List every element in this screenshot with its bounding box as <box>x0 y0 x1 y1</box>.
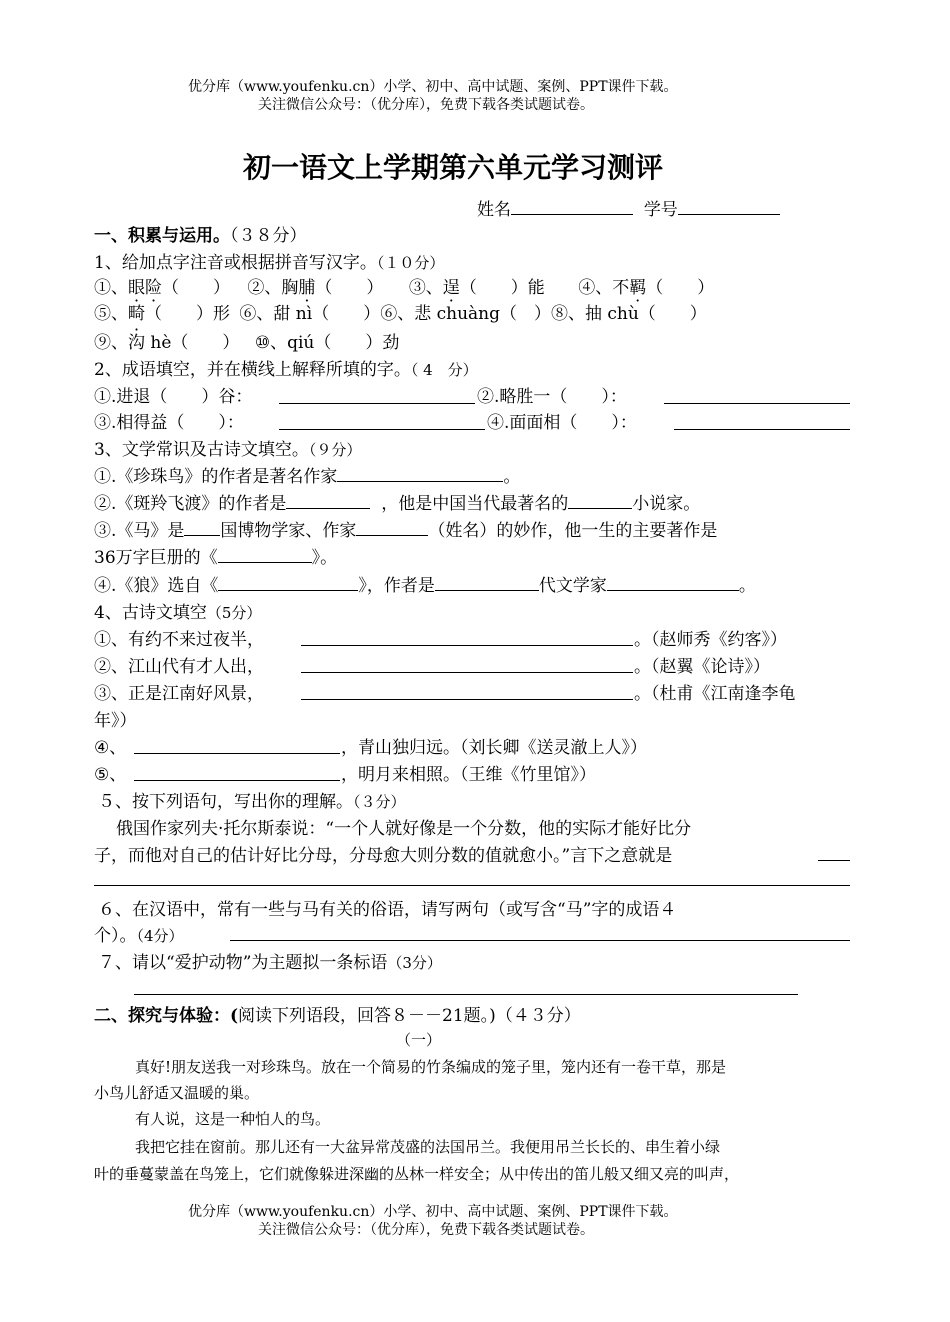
q1-item-5: ⑤、 <box>94 304 128 324</box>
name-blank[interactable] <box>511 196 633 215</box>
section1-heading-text: 一、积累与运用。 <box>94 226 230 246</box>
q5-title <box>98 787 406 812</box>
q1-items-6-8: ⑥、甜 nì（ ）⑥、悲 chuàng（ ）⑧、抽 chù（ ） <box>239 304 707 324</box>
q4-line-3: ③、正是江南好风景， <box>94 684 264 704</box>
q2-answer-line-2[interactable] <box>664 403 850 404</box>
name-label: 姓名 <box>477 200 511 220</box>
q3-blank[interactable] <box>337 463 503 482</box>
q1-blank[interactable]: （ ）能 <box>459 278 545 298</box>
q3-l5-mid2: 代文学家 <box>538 576 607 596</box>
header-line-2: 关注微信公众号：（优分库），免费下载各类试题试卷。 <box>258 97 594 113</box>
q1-item-10: ⑩、qiú（ ）劲 <box>254 333 400 353</box>
q7-title-text: ７、请以“爱护动物”为主题拟一条标语 <box>98 953 388 973</box>
q5-paragraph-2: 子，而他对自己的估计好比分母，分母愈大则分数的值就愈小。”言下之意就是 <box>94 846 673 866</box>
q4-answer-line-2[interactable] <box>301 672 633 673</box>
q3-line-5 <box>94 571 756 596</box>
q6-answer-line[interactable] <box>230 940 850 941</box>
q5-score: （３分） <box>353 793 406 811</box>
q1-blank[interactable]: （ ）形 <box>145 304 230 324</box>
q1-blank[interactable]: hè（ ） <box>145 333 240 353</box>
q3-blank[interactable] <box>607 572 739 591</box>
q1-item-3: ③、 <box>408 278 443 298</box>
section2-heading <box>94 1001 581 1026</box>
page-title: 初一语文上学期第六单元学习测评 <box>243 151 664 184</box>
q4-score: （5分） <box>206 604 262 622</box>
footer-line-2: 关注微信公众号：（优分库），免费下载各类试题试卷。 <box>258 1222 594 1238</box>
q3-l4-text: 36万字巨册的《 <box>94 548 218 568</box>
q4-line-4: ④、 <box>94 738 127 758</box>
q1-item-4: ④、不 <box>578 278 630 298</box>
q3-title <box>94 435 361 460</box>
section1-score: （３８分） <box>230 226 307 246</box>
q3-line-4 <box>94 543 337 568</box>
q1-title-text: 1、给加点字注音或根据拼音写汉字。 <box>94 253 377 273</box>
q4-title-text: 4、古诗文填空 <box>94 603 207 623</box>
q2-item-2: ②.略胜一（ ）： <box>477 387 627 407</box>
q1-item-1: ①、眼 <box>94 278 145 298</box>
section2-instruction: 阅读下列语段，回答８－－21题。) <box>238 1006 496 1026</box>
q5-title-text: ５、按下列语句，写出你的理解。 <box>98 792 353 812</box>
passage-paragraph-3: 我把它挂在窗前。那儿还有一大盆异常茂盛的法国吊兰。我便用吊兰长长的、串生着小绿 <box>135 1138 721 1156</box>
q2-title-text: 2、成语填空，并在横线上解释所填的字。 <box>94 360 411 380</box>
passage-paragraph-2: 有人说，这是一种怕人的鸟。 <box>135 1110 331 1128</box>
q1-blank[interactable]: （ ） <box>646 278 715 298</box>
q3-l2-mid: ，他是中国当代最著名的 <box>381 494 569 514</box>
q6-line-1: ６、在汉语中，常有一些与马有关的俗语，请写两句（或写含“马”字的成语４ <box>98 900 677 920</box>
q6-line-2-text: 个）。 <box>94 926 137 946</box>
q5-paragraph-1: 俄国作家列夫·托尔斯泰说：“一个人就好像是一个分数，他的实际才能好比分 <box>116 819 692 839</box>
q7-title <box>98 948 442 973</box>
q3-l5-end: 。 <box>738 576 756 596</box>
q5-answer-line-start[interactable] <box>818 860 850 861</box>
q4-title <box>94 598 261 623</box>
q2-score: （ 4 分） <box>410 361 478 379</box>
q2-item-3: ③.相得益（ ）： <box>94 413 244 433</box>
q4-line-2: ②、江山代有才人出， <box>94 657 264 677</box>
q6-score: （4分） <box>136 927 184 945</box>
q1-dotted-char: 脯 <box>298 278 316 298</box>
q4-line-5-text: ，明月来相照。（王维《竹里馆》） <box>341 765 596 785</box>
id-label: 学号 <box>643 200 678 220</box>
q2-answer-line-3[interactable] <box>279 429 485 430</box>
q3-blank[interactable] <box>435 572 539 591</box>
q1-item-2: ②、胸 <box>247 278 299 298</box>
q5-answer-line[interactable] <box>94 885 850 886</box>
q3-l3-end: （姓名）的妙作，他一生的主要著作是 <box>428 521 718 541</box>
q3-l2-text: ②.《斑羚飞渡》的作者是 <box>94 494 287 514</box>
q3-score: （９分） <box>308 441 362 459</box>
q3-blank[interactable] <box>568 490 632 509</box>
q3-l2-end: 小说家。 <box>632 494 701 514</box>
section2-heading-text: 二、探究与体验：( <box>94 1006 239 1026</box>
q1-dotted-char: 羁 <box>629 278 647 298</box>
q1-dotted-char: 逞 <box>442 278 460 298</box>
q7-answer-line[interactable] <box>134 994 798 995</box>
id-blank[interactable] <box>678 196 780 215</box>
q1-row-2 <box>94 299 707 324</box>
q1-score: （１０分） <box>376 254 445 272</box>
q7-score: （3分） <box>387 954 442 972</box>
q4-line-3-wrap: 年》） <box>94 711 137 731</box>
q3-l1-end: 。 <box>503 467 521 487</box>
q3-title-text: 3、文学常识及古诗文填空。 <box>94 440 309 460</box>
q4-line-5: ⑤、 <box>94 765 127 785</box>
q3-blank[interactable] <box>356 517 428 536</box>
section1-heading <box>94 221 307 246</box>
q2-answer-line-1[interactable] <box>279 403 475 404</box>
q4-line-3-source: 。（杜甫《江南逢李龟 <box>634 684 796 704</box>
passage-paragraph-3-wrap: 叶的垂蔓蒙盖在鸟笼上，它们就像躲进深幽的丛林一样安全；从中传出的笛儿般又细又亮的叫声， <box>94 1165 740 1183</box>
q4-line-1: ①、有约不来过夜半， <box>94 630 264 650</box>
q1-item-9: ⑨、 <box>94 333 128 353</box>
q2-answer-line-4[interactable] <box>674 429 850 430</box>
student-info <box>477 195 780 220</box>
q3-l3-mid: 国博物学家、作家 <box>220 521 357 541</box>
q1-blank[interactable]: （ ） <box>315 278 384 298</box>
q4-answer-line-5[interactable] <box>134 780 340 781</box>
q3-l1-text: ①.《珍珠鸟》的作者是著名作家 <box>94 467 338 487</box>
q2-title <box>94 355 478 380</box>
q4-answer-line-4[interactable] <box>134 753 340 754</box>
footer-line-1: 优分库（www.youfenku.cn）小学、初中、高中试题、案例、PPT课件下载。 <box>188 1204 678 1220</box>
q2-item-4: ④.面面相（ ）： <box>487 413 637 433</box>
header-line-1: 优分库（www.youfenku.cn）小学、初中、高中试题、案例、PPT课件下载。 <box>188 79 678 95</box>
section2-score: （４３分） <box>495 1006 581 1026</box>
q4-line-1-source: 。（赵师秀《约客》） <box>634 630 787 650</box>
passage-paragraph-1-wrap: 小鸟儿舒适又温暖的巢。 <box>94 1084 260 1102</box>
q1-row-3 <box>94 328 399 353</box>
q4-answer-line-3[interactable] <box>301 699 633 700</box>
q3-l5-text: ④.《狼》选自《 <box>94 576 219 596</box>
passage-part-label: （一） <box>396 1031 442 1049</box>
q4-line-4-text: ，青山独归远。（刘长卿《送灵澈上人》） <box>341 738 647 758</box>
q3-line-1 <box>94 462 520 487</box>
q3-line-3 <box>94 516 717 541</box>
passage-paragraph-1: 真好!朋友送我一对珍珠鸟。放在一个简易的竹条编成的笼子里，笼内还有一卷干草，那是 <box>135 1058 727 1076</box>
q3-blank[interactable] <box>218 572 358 591</box>
q1-blank[interactable]: （ ） <box>162 278 230 298</box>
q1-row-1 <box>94 273 714 298</box>
q1-dotted-char: 畸 <box>128 304 145 324</box>
q4-line-2-source: 。（赵翼《论诗》） <box>634 657 770 677</box>
q1-title <box>94 248 444 273</box>
q3-blank[interactable] <box>184 517 220 536</box>
q1-dotted-char: 险 <box>145 278 162 298</box>
q3-blank[interactable] <box>286 490 370 509</box>
q3-blank[interactable] <box>218 544 312 563</box>
q1-dotted-char: 沟 <box>128 333 145 353</box>
q4-answer-line-1[interactable] <box>301 645 633 646</box>
q3-l3-text: ③.《马》是 <box>94 521 185 541</box>
q3-line-2 <box>94 489 700 514</box>
q2-item-1: ①.进退（ ）谷： <box>94 387 253 407</box>
q3-l4-end: 》。 <box>311 548 338 568</box>
q3-l5-mid: 》，作者是 <box>358 576 435 596</box>
q6-line-2 <box>94 921 184 946</box>
